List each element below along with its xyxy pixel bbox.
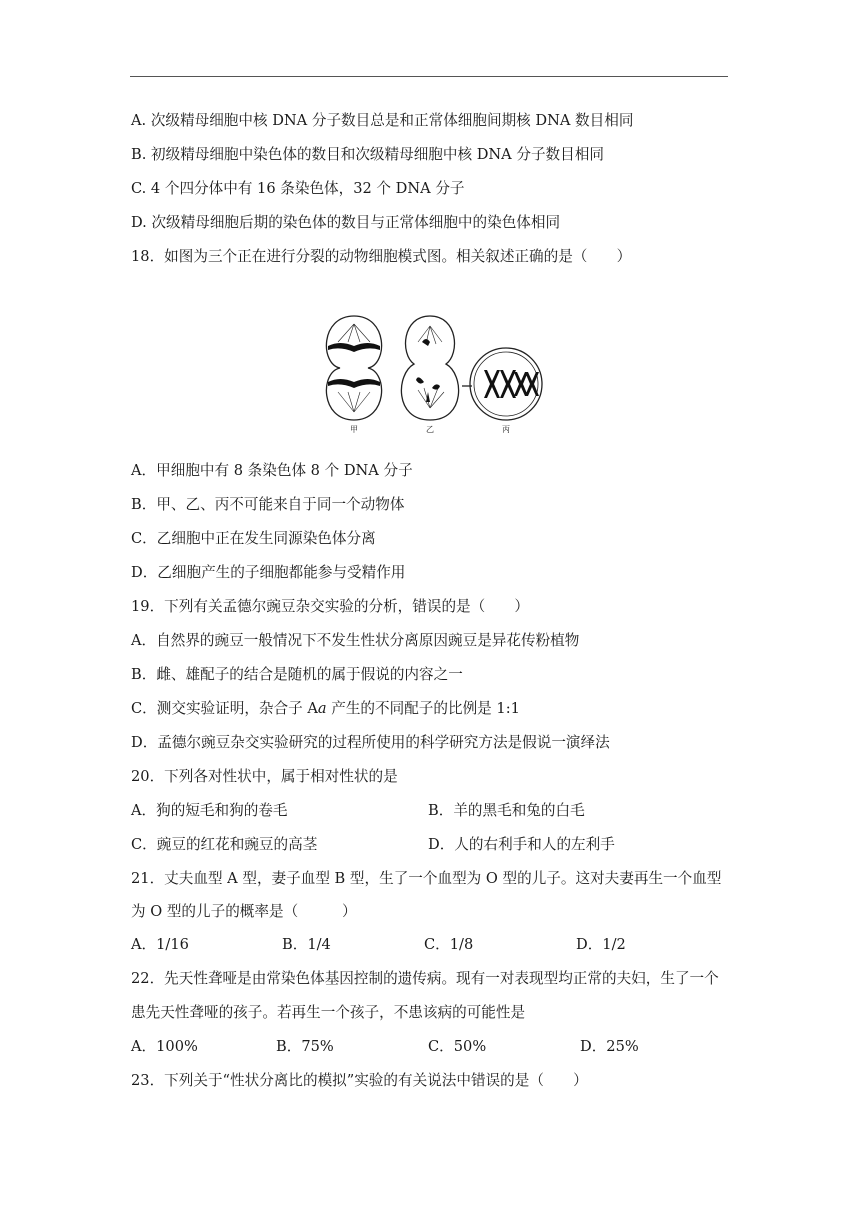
q18-option-c: C．乙细胞中正在发生同源染色体分离 bbox=[131, 530, 376, 547]
q17-option-d: D. 次级精母细胞后期的染色体的数目与正常体细胞中的染色体相同 bbox=[131, 214, 561, 231]
q19-stem: 19．下列有关孟德尔豌豆杂交实验的分析，错误的是（ ） bbox=[131, 598, 530, 615]
header-rule bbox=[130, 76, 728, 77]
q19-option-a: A．自然界的豌豆一般情况下不发生性状分离原因豌豆是异花传粉植物 bbox=[131, 632, 580, 649]
label-jia: 甲 bbox=[350, 425, 358, 434]
q18-option-d: D．乙细胞产生的子细胞都能参与受精作用 bbox=[131, 564, 406, 581]
q20-option-a: A．狗的短毛和狗的卷毛 bbox=[131, 802, 288, 819]
q17-option-b: B. 初级精母细胞中染色体的数目和次级精母细胞中核 DNA 分子数目相同 bbox=[131, 146, 604, 163]
q22-stem-line1: 22．先天性聋哑是由常染色体基因控制的遗传病。现有一对表现型均正常的夫妇，生了一个 bbox=[131, 970, 719, 987]
q20-option-b: B．羊的黑毛和兔的白毛 bbox=[428, 802, 585, 819]
q20-option-d: D．人的右利手和人的左利手 bbox=[428, 836, 615, 853]
q19-option-b: B．雌、雄配子的结合是随机的属于假说的内容之一 bbox=[131, 666, 463, 683]
q19-option-c-pre: C．测交实验证明，杂合子 A bbox=[131, 700, 318, 717]
q18-option-b: B．甲、乙、丙不可能来自于同一个动物体 bbox=[131, 496, 405, 513]
cell-yi bbox=[401, 316, 458, 420]
q17-option-c: C. 4 个四分体中有 16 条染色体，32 个 DNA 分子 bbox=[131, 180, 465, 197]
q21-option-c: C．1/8 bbox=[424, 936, 474, 953]
q22-option-d: D．25% bbox=[580, 1038, 639, 1055]
q22-stem-line2: 患先天性聋哑的孩子。若再生一个孩子，不患该病的可能性是 bbox=[131, 1004, 526, 1021]
q20-stem: 20．下列各对性状中，属于相对性状的是 bbox=[131, 768, 398, 785]
q19-option-c-post: 产生的不同配子的比例是 1:1 bbox=[326, 700, 520, 717]
q17-option-a: A. 次级精母细胞中核 DNA 分子数目总是和正常体细胞间期核 DNA 数目相同 bbox=[131, 112, 634, 129]
label-bing: 丙 bbox=[502, 425, 510, 434]
q19-option-c-italic: a bbox=[317, 700, 327, 717]
q21-stem-line2: 为 O 型的儿子的概率是（ ） bbox=[131, 903, 357, 920]
q23-stem: 23．下列关于“性状分离比的模拟”实验的有关说法中错误的是（ ） bbox=[131, 1072, 588, 1089]
q21-stem-line1: 21．丈夫血型 A 型，妻子血型 B 型，生了一个血型为 O 型的儿子。这对夫妻再生一个血型 bbox=[131, 870, 722, 887]
q22-option-c: C．50% bbox=[428, 1038, 487, 1055]
q19-option-d: D．孟德尔豌豆杂交实验研究的过程所使用的科学研究方法是假说一演绎法 bbox=[131, 734, 610, 751]
q21-option-a: A．1/16 bbox=[131, 936, 189, 953]
q21-option-d: D．1/2 bbox=[576, 936, 626, 953]
label-yi: 乙 bbox=[426, 425, 434, 434]
q18-option-a: A．甲细胞中有 8 条染色体 8 个 DNA 分子 bbox=[131, 462, 413, 479]
q22-option-b: B．75% bbox=[276, 1038, 334, 1055]
cell-division-figure bbox=[314, 312, 546, 436]
q20-option-c: C．豌豆的红花和豌豆的高茎 bbox=[131, 836, 318, 853]
q22-option-a: A．100% bbox=[131, 1038, 198, 1055]
cell-jia bbox=[326, 316, 381, 420]
q19-option-c bbox=[131, 699, 520, 719]
q18-stem: 18．如图为三个正在进行分裂的动物细胞模式图。相关叙述正确的是（ ） bbox=[131, 248, 632, 265]
q21-option-b: B．1/4 bbox=[282, 936, 331, 953]
